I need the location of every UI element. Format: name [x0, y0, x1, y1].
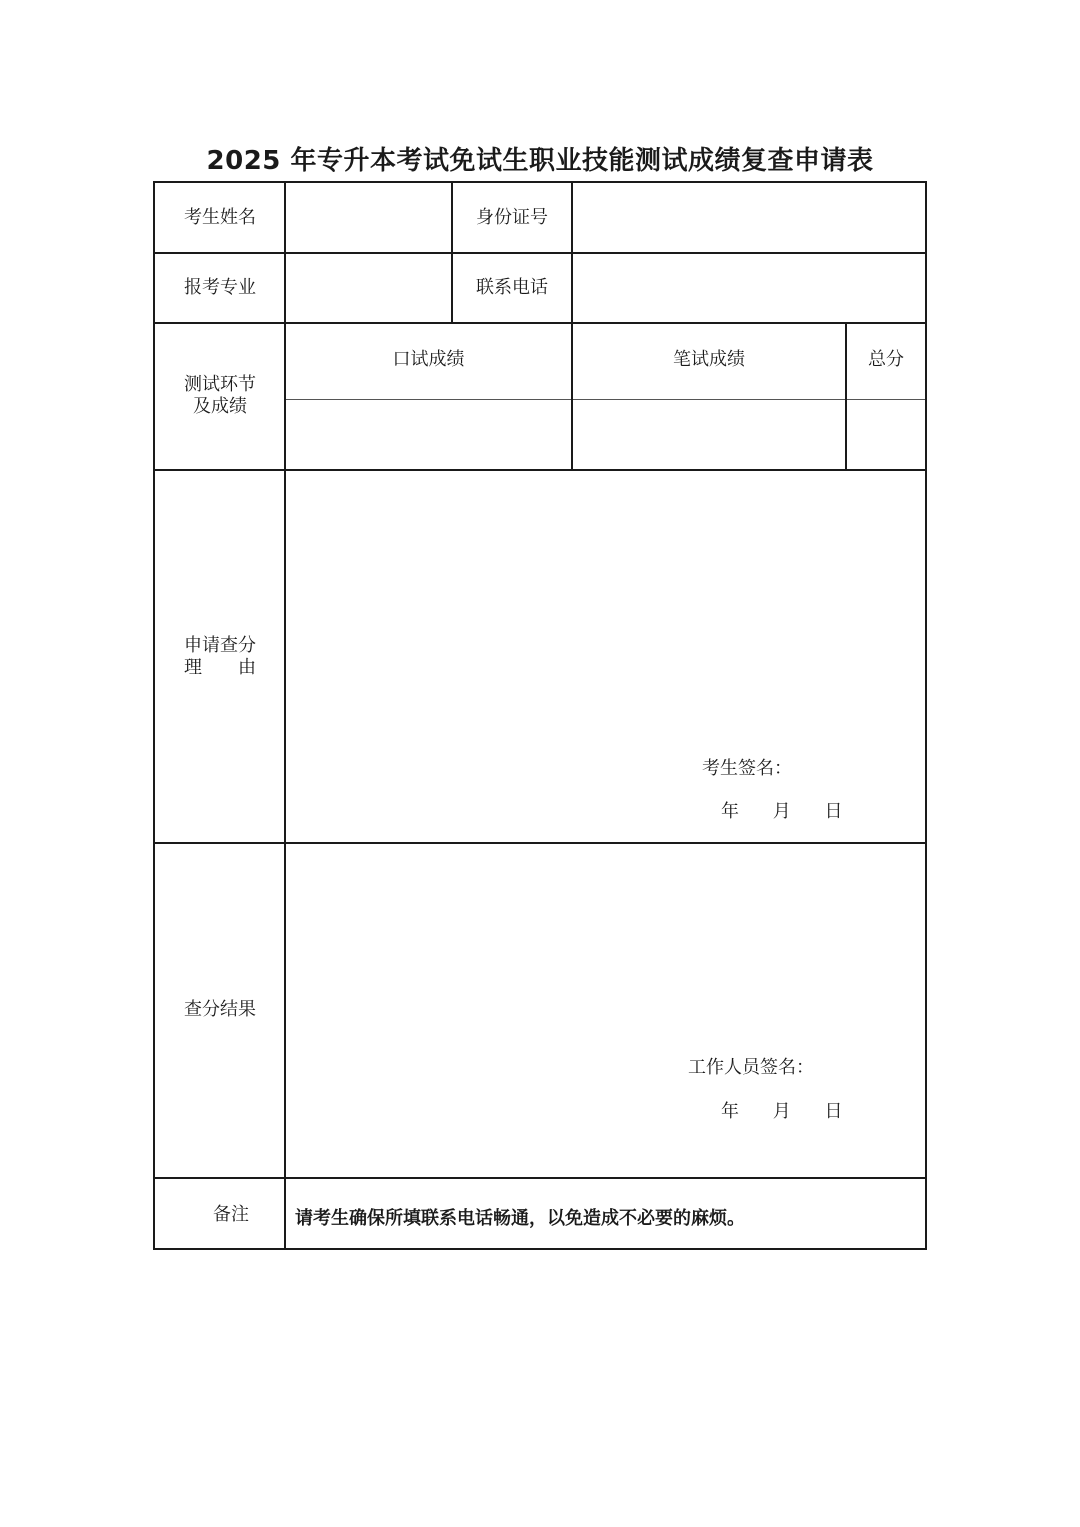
remark-label: 备注: [213, 1204, 249, 1225]
row-divider: [155, 1177, 925, 1179]
applicant-signature-label: 考生签名：: [702, 758, 792, 779]
day-label: 日: [824, 1101, 843, 1122]
oral-score-header: 口试成绩: [392, 349, 465, 370]
year-label: 年: [721, 1101, 739, 1122]
name-label: 考生姓名: [184, 207, 256, 228]
id-number-label: 身份证号: [476, 207, 548, 228]
applicant-date: [721, 797, 870, 823]
result-label: 查分结果: [184, 999, 256, 1020]
column-divider: [451, 183, 453, 322]
written-score-header: 笔试成绩: [673, 349, 745, 370]
day-label: 日: [824, 801, 843, 822]
month-label: 月: [772, 801, 791, 822]
name-field[interactable]: [286, 183, 451, 252]
phone-label: 联系电话: [476, 277, 548, 298]
reason-label-line1: 申请查分: [184, 635, 256, 656]
test-scores-label-line1: 测试环节: [184, 374, 256, 395]
major-field[interactable]: [286, 254, 451, 322]
staff-date: [721, 1097, 870, 1123]
id-number-field[interactable]: [573, 183, 925, 252]
major-label: 报考专业: [184, 277, 256, 298]
year-label: 年: [721, 801, 739, 822]
row-divider: [285, 399, 925, 400]
reason-field[interactable]: [286, 471, 925, 842]
oral-score-field[interactable]: [286, 401, 571, 469]
row-divider: [155, 322, 925, 324]
test-scores-label-line2: 及成绩: [193, 396, 247, 417]
month-label: 月: [772, 1101, 791, 1122]
test-scores-label: [155, 374, 285, 418]
reason-label: [155, 635, 285, 679]
staff-signature-label: 工作人员签名：: [688, 1057, 814, 1078]
phone-field[interactable]: [573, 254, 925, 322]
remark-text: 请考生确保所填联系电话畅通，以免造成不必要的麻烦。: [295, 1208, 745, 1229]
application-form-table: [153, 181, 927, 1250]
written-score-field[interactable]: [573, 401, 845, 469]
total-score-header: 总分: [868, 349, 904, 370]
form-title: 2025 年专升本考试免试生职业技能测试成绩复查申请表: [206, 146, 874, 176]
result-field[interactable]: [286, 844, 925, 1177]
reason-label-line2: 理 由: [184, 657, 256, 678]
total-score-field[interactable]: [847, 401, 925, 469]
